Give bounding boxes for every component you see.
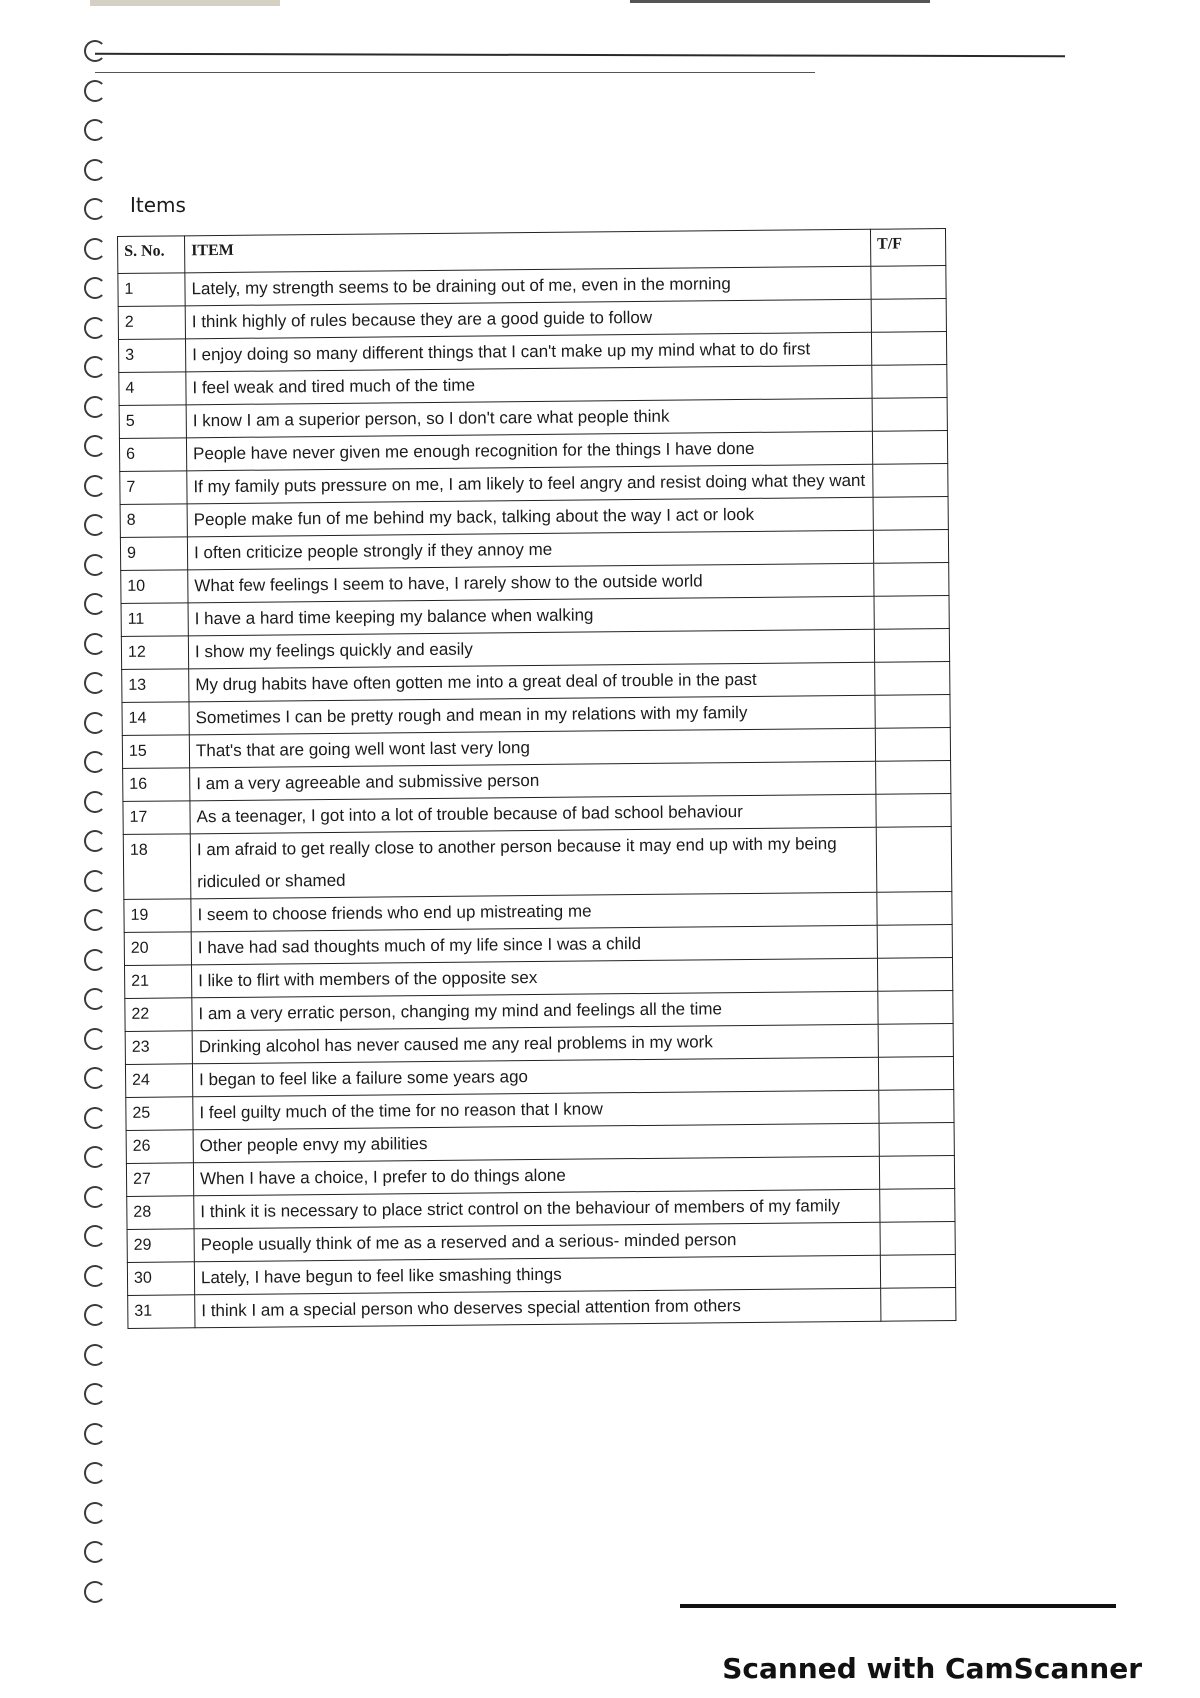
row-item-text: I know I am a superior person, so I don't care what people think — [186, 398, 872, 438]
row-number: 21 — [125, 965, 192, 999]
row-true-false-cell[interactable] — [880, 1254, 955, 1288]
row-item-text: That's that are going well wont last very long — [189, 728, 875, 768]
row-number: 3 — [118, 339, 185, 373]
row-true-false-cell[interactable] — [879, 1156, 954, 1190]
row-number: 16 — [123, 768, 190, 802]
row-number: 29 — [127, 1229, 194, 1263]
row-item-text: Other people envy my abilities — [193, 1123, 879, 1163]
row-true-false-cell[interactable] — [873, 497, 948, 531]
row-item-text: People usually think of me as a reserved and a serious- minded person — [194, 1222, 880, 1262]
row-item-text: What few feelings I seem to have, I rarely show to the outside world — [188, 563, 874, 603]
row-item-text: My drug habits have often gotten me into a great deal of trouble in the past — [189, 662, 875, 702]
row-true-false-cell[interactable] — [877, 958, 952, 992]
row-number: 7 — [120, 471, 187, 505]
row-item-text: I am afraid to get really close to another person because it may end up with my being ridiculed or shamed — [190, 827, 877, 899]
row-true-false-cell[interactable] — [878, 1024, 953, 1058]
row-true-false-cell[interactable] — [872, 398, 947, 432]
row-number: 31 — [128, 1295, 195, 1329]
row-number: 5 — [119, 405, 186, 439]
row-number: 24 — [125, 1064, 192, 1098]
row-item-text: I am a very agreeable and submissive person — [190, 761, 876, 801]
notebook-spiral-binding — [84, 40, 116, 1620]
row-true-false-cell[interactable] — [881, 1287, 956, 1321]
row-number: 14 — [122, 702, 189, 736]
row-item-text: I feel weak and tired much of the time — [186, 365, 872, 405]
row-true-false-cell[interactable] — [878, 991, 953, 1025]
row-item-text: When I have a choice, I prefer to do things alone — [193, 1156, 879, 1196]
row-item-text: I think highly of rules because they are a good guide to follow — [185, 299, 871, 339]
row-true-false-cell[interactable] — [871, 332, 946, 366]
row-number: 12 — [121, 636, 188, 670]
row-true-false-cell[interactable] — [879, 1123, 954, 1157]
row-true-false-cell[interactable] — [874, 629, 949, 663]
row-number: 23 — [125, 1031, 192, 1065]
row-number: 4 — [119, 372, 186, 406]
row-number: 11 — [121, 603, 188, 637]
row-item-text: I have had sad thoughts much of my life since I was a child — [191, 925, 877, 965]
row-true-false-cell[interactable] — [876, 794, 951, 828]
row-true-false-cell[interactable] — [871, 299, 946, 333]
row-item-text: People have never given me enough recognition for the things I have done — [186, 431, 872, 471]
scan-smudge — [90, 0, 280, 6]
header-item: ITEM — [185, 229, 871, 273]
row-number: 17 — [123, 801, 190, 835]
page-rule-secondary — [95, 72, 815, 73]
row-item-text: I have a hard time keeping my balance when walking — [188, 596, 874, 636]
header-true-false: T/F — [870, 229, 945, 267]
row-item-text: I am a very erratic person, changing my mind and feelings all the time — [192, 991, 878, 1031]
row-item-text: As a teenager, I got into a lot of trouble because of bad school behaviour — [190, 794, 876, 834]
row-true-false-cell[interactable] — [876, 761, 951, 795]
row-true-false-cell[interactable] — [877, 925, 952, 959]
row-true-false-cell[interactable] — [874, 563, 949, 597]
row-true-false-cell[interactable] — [874, 596, 949, 630]
page-rule-bottom — [680, 1604, 1116, 1608]
row-true-false-cell[interactable] — [871, 266, 946, 300]
row-item-text: Lately, my strength seems to be draining out of me, even in the morning — [185, 266, 871, 306]
section-heading: Items — [130, 193, 186, 217]
row-number: 19 — [124, 899, 191, 933]
table-row — [123, 827, 952, 900]
row-number: 10 — [121, 570, 188, 604]
row-number: 25 — [126, 1097, 193, 1131]
row-item-text: People make fun of me behind my back, talking about the way I act or look — [187, 497, 873, 537]
row-item-text: I think I am a special person who deserves special attention from others — [195, 1288, 881, 1328]
row-true-false-cell[interactable] — [877, 892, 952, 926]
row-number: 18 — [123, 834, 191, 900]
row-true-false-cell[interactable] — [875, 728, 950, 762]
row-true-false-cell[interactable] — [879, 1090, 954, 1124]
row-item-text: I like to flirt with members of the opposite sex — [191, 958, 877, 998]
row-true-false-cell[interactable] — [872, 431, 947, 465]
row-item-text: If my family puts pressure on me, I am likely to feel angry and resist doing what they want — [187, 464, 873, 504]
row-item-text: I think it is necessary to place strict control on the behaviour of members of my family — [194, 1189, 880, 1229]
row-true-false-cell[interactable] — [878, 1057, 953, 1091]
row-item-text: Lately, I have begun to feel like smashing things — [194, 1255, 880, 1295]
row-item-text: I enjoy doing so many different things that I can't make up my mind what to do first — [185, 332, 871, 372]
row-number: 30 — [127, 1262, 194, 1296]
row-true-false-cell[interactable] — [876, 827, 952, 893]
row-number: 20 — [124, 932, 191, 966]
row-true-false-cell[interactable] — [872, 365, 947, 399]
row-item-text: I feel guilty much of the time for no reason that I know — [193, 1090, 879, 1130]
header-serial-number: S. No. — [118, 236, 185, 274]
row-number: 28 — [127, 1196, 194, 1230]
row-item-text: I show my feelings quickly and easily — [188, 629, 874, 669]
items-table-body — [118, 266, 956, 1329]
scan-edge-line — [630, 0, 930, 3]
scanner-watermark: Scanned with CamScanner — [722, 1652, 1142, 1685]
row-number: 15 — [122, 735, 189, 769]
row-number: 26 — [126, 1130, 193, 1164]
row-true-false-cell[interactable] — [875, 662, 950, 696]
row-number: 22 — [125, 998, 192, 1032]
row-item-text: I began to feel like a failure some years ago — [192, 1057, 878, 1097]
row-item-text: I seem to choose friends who end up mistreating me — [191, 892, 877, 932]
row-true-false-cell[interactable] — [875, 695, 950, 729]
row-item-text: I often criticize people strongly if they annoy me — [187, 530, 873, 570]
row-number: 1 — [118, 273, 185, 307]
items-table — [117, 228, 956, 1329]
row-item-text: Drinking alcohol has never caused me any real problems in my work — [192, 1024, 878, 1064]
row-number: 13 — [122, 669, 189, 703]
row-number: 6 — [119, 438, 186, 472]
row-true-false-cell[interactable] — [873, 464, 948, 498]
row-item-text: Sometimes I can be pretty rough and mean in my relations with my family — [189, 695, 875, 735]
page-rule-top — [95, 53, 1065, 58]
row-true-false-cell[interactable] — [880, 1189, 955, 1223]
row-number: 27 — [126, 1163, 193, 1197]
row-true-false-cell[interactable] — [873, 530, 948, 564]
row-number: 9 — [120, 537, 187, 571]
row-number: 2 — [118, 306, 185, 340]
row-number: 8 — [120, 504, 187, 538]
row-true-false-cell[interactable] — [880, 1222, 955, 1256]
